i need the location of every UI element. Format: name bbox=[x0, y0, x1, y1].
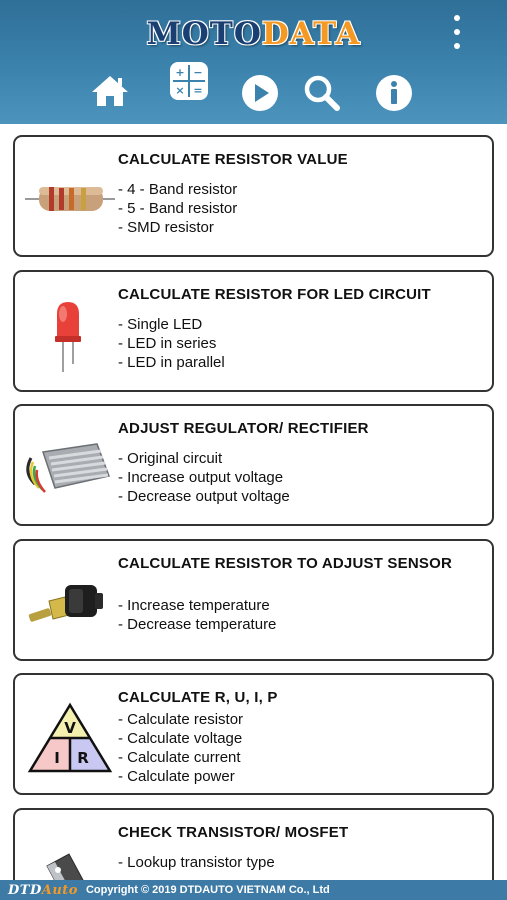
card-title: CALCULATE RESISTOR VALUE bbox=[118, 151, 348, 168]
card-line: - Original circuit bbox=[118, 450, 223, 467]
svg-text:−: − bbox=[193, 66, 203, 79]
home-icon[interactable] bbox=[90, 74, 130, 108]
card-line: - SMD resistor bbox=[118, 219, 214, 236]
card-line: - LED in parallel bbox=[118, 354, 225, 371]
card-title: ADJUST REGULATOR/ RECTIFIER bbox=[118, 420, 369, 437]
card-lines bbox=[118, 315, 225, 372]
tool-list[interactable] bbox=[0, 124, 507, 880]
regulator-image bbox=[25, 418, 115, 514]
card-resistor-sensor[interactable] bbox=[13, 539, 494, 661]
footer-logo bbox=[8, 883, 78, 898]
card-lines bbox=[118, 180, 237, 237]
card-title: CALCULATE RESISTOR FOR LED CIRCUIT bbox=[118, 286, 431, 303]
card-check-transistor[interactable] bbox=[13, 808, 494, 880]
footer-logo-auto: Auto bbox=[41, 882, 78, 898]
card-title: CHECK TRANSISTOR/ MOSFET bbox=[118, 824, 349, 841]
card-line: - 5 - Band resistor bbox=[118, 200, 238, 217]
card-lines bbox=[118, 853, 275, 872]
play-icon[interactable] bbox=[241, 74, 279, 112]
triangle-i: I bbox=[54, 749, 60, 767]
card-line: - Increase output voltage bbox=[118, 469, 284, 486]
card-line: - Calculate current bbox=[118, 749, 241, 766]
card-line: - Decrease output voltage bbox=[118, 488, 290, 505]
card-line: - 4 - Band resistor bbox=[118, 181, 238, 198]
app-logo bbox=[0, 14, 507, 54]
sensor-image bbox=[25, 553, 115, 649]
card-line: - Calculate power bbox=[118, 768, 235, 785]
card-title: CALCULATE RESISTOR TO ADJUST SENSOR bbox=[118, 555, 452, 572]
svg-text:+: + bbox=[175, 66, 185, 79]
calculator-icon[interactable] bbox=[169, 61, 209, 101]
card-line: - Decrease temperature bbox=[118, 616, 277, 633]
copyright-text: Copyright © 2019 DTDAUTO VIETNAM Co., Ltd bbox=[85, 884, 330, 896]
triangle-v: V bbox=[64, 719, 76, 737]
card-line: - LED in series bbox=[118, 335, 217, 352]
resistor-image bbox=[25, 149, 115, 245]
svg-text:×: × bbox=[175, 84, 185, 97]
transistor-image bbox=[25, 822, 115, 880]
card-lines bbox=[118, 710, 243, 786]
card-line: - Single LED bbox=[118, 316, 203, 333]
card-lines bbox=[118, 449, 290, 506]
card-lines bbox=[118, 596, 276, 634]
svg-text:=: = bbox=[193, 84, 203, 97]
footer-logo-dtd: DTD bbox=[8, 882, 42, 898]
ohms-law-triangle-image bbox=[25, 687, 115, 783]
copyright-footer bbox=[0, 880, 507, 900]
card-line: - Lookup transistor type bbox=[118, 854, 275, 871]
card-line: - Calculate resistor bbox=[118, 711, 244, 728]
card-resistor-value[interactable] bbox=[13, 135, 494, 257]
app-header bbox=[0, 0, 507, 124]
led-image bbox=[25, 284, 115, 380]
card-title: CALCULATE R, U, I, P bbox=[118, 689, 278, 706]
card-line: - Calculate voltage bbox=[118, 730, 243, 747]
card-led-circuit[interactable] bbox=[13, 270, 494, 392]
logo-moto: MOTO bbox=[146, 16, 262, 52]
info-icon[interactable] bbox=[375, 74, 413, 112]
card-regulator-rectifier[interactable] bbox=[13, 404, 494, 526]
logo-data: DATA bbox=[261, 16, 361, 52]
card-calculate-ruip[interactable] bbox=[13, 673, 494, 795]
card-line: - Increase temperature bbox=[118, 597, 270, 614]
search-icon[interactable] bbox=[302, 74, 342, 112]
more-vertical-icon[interactable] bbox=[449, 15, 465, 49]
triangle-r: R bbox=[77, 749, 89, 767]
